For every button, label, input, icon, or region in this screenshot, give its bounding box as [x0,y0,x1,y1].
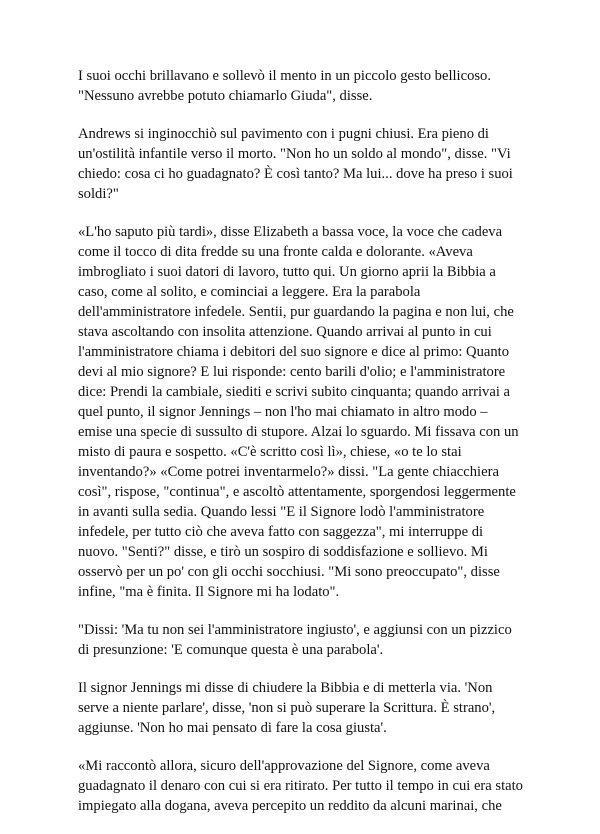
text-line: devi al mio signore? E lui risponde: cento barili d'olio; e l'amministratore [78,364,506,380]
text-line: così", rispose, "continua", e ascoltò attentamente, sporgendosi leggermente [78,484,516,500]
paragraph-4 [78,620,538,660]
text-line: di presunzione: 'E comunque questa è una parabola'. [78,642,384,658]
text-line: «L'ho saputo più tardi», disse Elizabeth a bassa voce, la voce che cadeva [78,224,503,240]
text-line: soldi?" [78,186,119,202]
text-line: inventando?» «Come potrei inventarmelo?» dissi. "La gente chiacchiera [78,464,499,480]
text-line: serve a niente parlare', disse, 'non si può superare la Scrittura. È strano', [78,700,496,716]
text-line: impiegato alla dogana, aveva percepito un reddito da alcuni marinai, che [78,798,502,814]
text-line: chiedo: cosa ci ho guadagnato? È così tanto? Ma lui... dove ha preso i suoi [78,166,513,182]
paragraph-1 [78,66,538,106]
paragraph-5 [78,678,538,738]
text-line: misto di paura e sospetto. «C'è scritto così lì», chiese, «o te lo stai [78,444,462,460]
document-page [78,66,538,834]
text-line: come il tocco di dita fredde su una fronte calda e dolorante. «Aveva [78,244,473,260]
text-line: Il signor Jennings mi disse di chiudere la Bibbia e di metterla via. 'Non [78,680,493,696]
text-line: Andrews si inginocchiò sul pavimento con i pugni chiusi. Era pieno di [78,126,489,142]
text-line: «Mi raccontò allora, sicuro dell'approvazione del Signore, come aveva [78,758,490,774]
text-line: stava ascoltando con insolita attenzione. Quando arrivai al punto in cui [78,324,492,340]
paragraph-6 [78,756,538,816]
text-line: "Nessuno avrebbe potuto chiamarlo Giuda", disse. [78,88,373,104]
text-line: caso, come al solito, e cominciai a leggere. Era la parabola [78,284,421,300]
text-line: un'ostilità infantile verso il morto. "Non ho un soldo al mondo", disse. "Vi [78,146,511,162]
text-line: osservò per un po' con gli occhi socchiusi. "Mi sono preoccupato", disse [78,564,500,580]
text-line: guadagnato il denaro con cui si era ritirato. Per tutto il tempo in cui era stato [78,778,523,794]
text-line: emise una specie di sussulto di stupore. Alzai lo sguardo. Mi fissava con un [78,424,519,440]
paragraph-3 [78,222,538,602]
paragraph-2 [78,124,538,204]
text-line: aggiunse. 'Non ho mai pensato di fare la cosa giusta'. [78,720,387,736]
text-line: dell'amministratore infedele. Sentii, pur guardando la pagina e non lui, che [78,304,514,320]
text-line: infine, "ma è finita. Il Signore mi ha lodato". [78,584,340,600]
text-line: l'amministratore chiama i debitori del suo signore e dice al primo: Quanto [78,344,510,360]
text-line: "Dissi: 'Ma tu non sei l'amministratore ingiusto', e aggiunsi con un pizzico [78,622,512,638]
text-line: I suoi occhi brillavano e sollevò il mento in un piccolo gesto bellicoso. [78,68,492,84]
text-line: quel punto, il signor Jennings – non l'ho mai chiamato in altro modo – [78,404,488,420]
text-line: nuovo. "Senti?" disse, e tirò un sospiro di soddisfazione e sollievo. Mi [78,544,488,560]
text-line: in avanti sulla sedia. Quando lessi "E il Signore lodò l'amministratore [78,504,485,520]
text-line: dice: Prendi la cambiale, siediti e scrivi subito cinquanta; quando arrivai a [78,384,510,400]
text-line: infedele, per tutto ciò che aveva fatto con saggezza", mi interruppe di [78,524,484,540]
text-line: imbrogliato i suoi datori di lavoro, tutto qui. Un giorno aprii la Bibbia a [78,264,496,280]
